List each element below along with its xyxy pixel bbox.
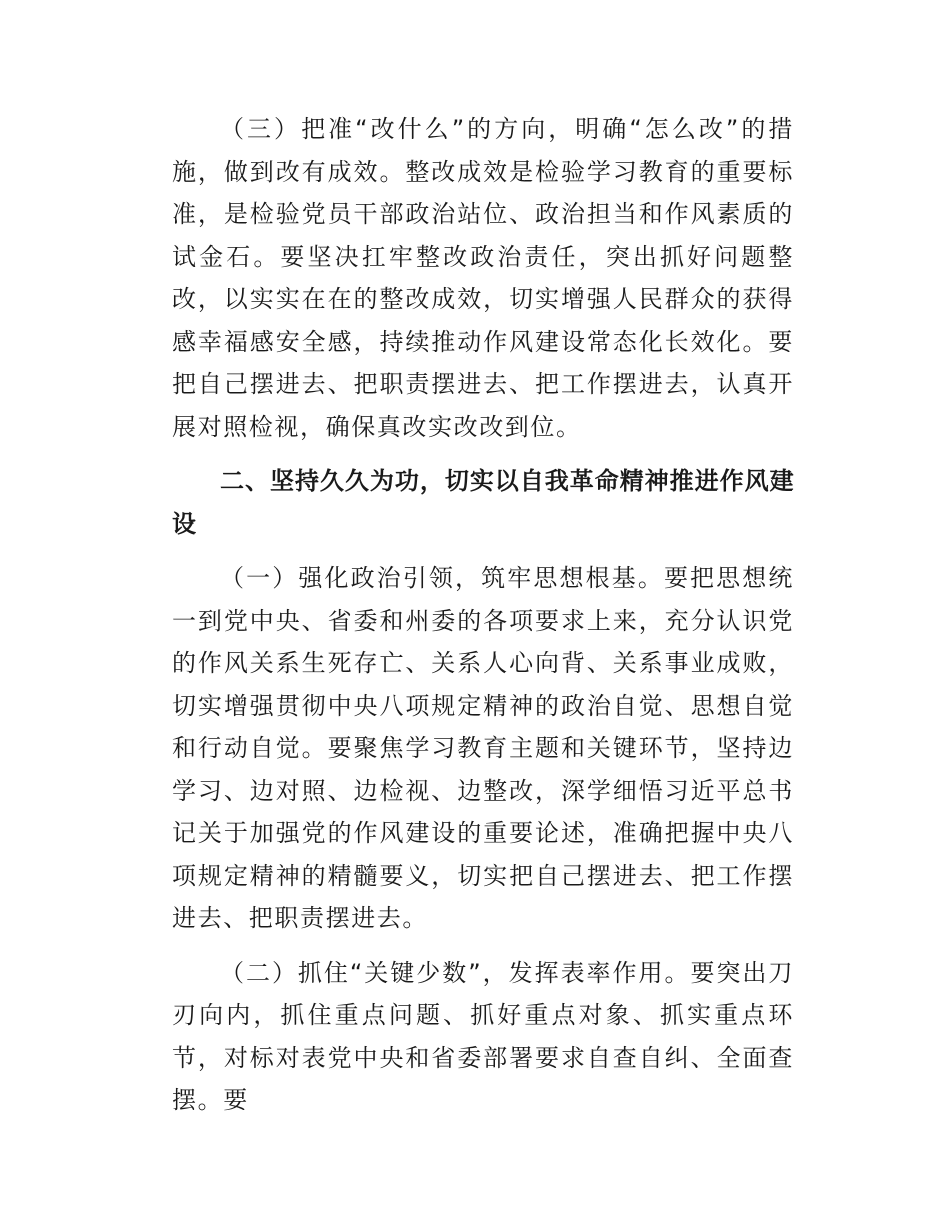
paragraph-rectification-results: （三）把准“改什么”的方向，明确“怎么改”的措施，做到改有成效。整改成效是检验学习教育的重要标准，是检验党员干部政治站位、政治担当和作风素质的试金石。要坚决扛牢整改政治责任，突出抓好问题整改，以实实在在的整改成效，切实增强人民群众的获得感幸福感安全感，持续推动作风建设常态化长效化。要把自己摆进去、把职责摆进去、把工作摆进去，认真开展对照检视，确保真改实改改到位。 (172, 115, 794, 441)
paragraph-key-minority: （二）抓住“关键少数”，发挥表率作用。要突出刀刃向内，抓住重点问题、抓好重点对象、抓实重点环节，对标对表党中央和省委部署要求自查自纠、全面查摆。要 (172, 958, 794, 1114)
section-heading-2: 二、坚持久久为功，切实以自我革命精神推进作风建设 (172, 467, 794, 538)
document-body (172, 108, 794, 1134)
paragraph-political-leadership: （一）强化政治引领，筑牢思想根基。要把思想统一到党中央、省委和州委的各项要求上来，充分认识党的作风关系生死存亡、关系人心向背、关系事业成败，切实增强贯彻中央八项规定精神的政治自觉、思想自觉和行动自觉。要聚焦学习教育主题和关键环节，坚持边学习、边对照、边检视、边整改，深学细悟习近平总书记关于加强党的作风建设的重要论述，准确把握中央八项规定精神的精髓要义，切实把自己摆进去、把工作摆进去、把职责摆进去。 (172, 564, 794, 932)
